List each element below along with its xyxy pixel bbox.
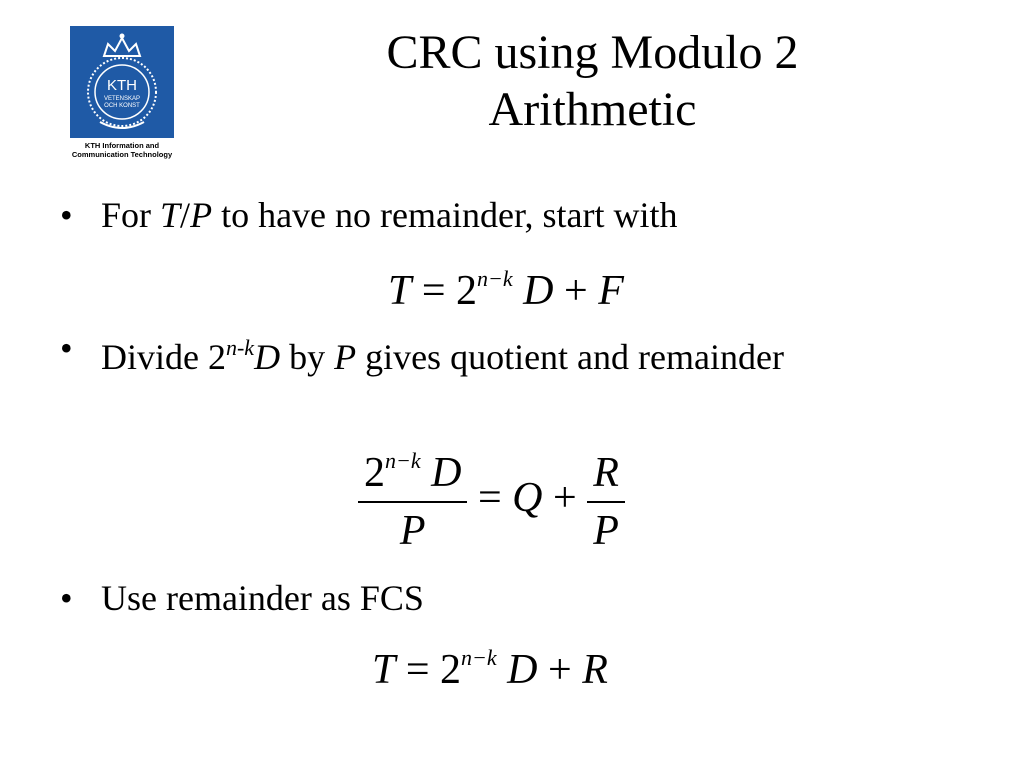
- bullet-1-suffix: to have no remainder, start with: [212, 195, 678, 235]
- eq3-plus: +: [537, 647, 583, 693]
- bullet-2-mid: by: [280, 337, 335, 377]
- bullet-1-slash: /: [180, 195, 191, 235]
- bullet-1-var-t: T: [160, 195, 181, 235]
- logo-caption: [52, 141, 192, 159]
- eq3-lhs: T: [372, 647, 396, 693]
- logo-sub2: OCH KONST: [104, 103, 140, 109]
- bullet-dot: •: [60, 578, 73, 618]
- bullet-2-exponent: n-k: [225, 335, 255, 360]
- eq2-r-fraction-bar: [587, 501, 625, 503]
- eq1-plus: +: [553, 268, 599, 314]
- eq3-d: D: [496, 647, 538, 693]
- bullet-2-text: [101, 326, 821, 379]
- logo-sub1: VETENSKAP: [103, 96, 141, 102]
- eq2-left-fraction: [358, 448, 467, 555]
- eq1-lhs: T: [388, 268, 412, 314]
- eq2-numerator: [358, 448, 467, 497]
- bullet-1-text: [101, 193, 981, 237]
- eq3-rhs: R: [582, 647, 608, 693]
- equation-1: [388, 266, 624, 315]
- eq1-rhs: F: [598, 268, 624, 314]
- title-line1: CRC using Modulo 2: [386, 26, 799, 79]
- eq2-r-numerator: R: [593, 449, 619, 496]
- eq2-equals: =: [467, 475, 513, 522]
- eq2-q: Q: [512, 475, 543, 522]
- logo-text: KTH: [107, 77, 137, 94]
- kth-emblem: [70, 26, 174, 138]
- eq2-num-exponent: n−k: [385, 448, 421, 473]
- eq1-exponent: n−k: [477, 266, 513, 291]
- eq3-equals-two: = 2: [395, 647, 462, 693]
- bullet-1-var-p: P: [190, 195, 213, 235]
- bullet-dot: •: [60, 328, 73, 368]
- eq2-r-denominator: P: [593, 507, 619, 554]
- bullet-dot: •: [60, 195, 73, 235]
- bullet-2-suffix: gives quotient and remainder: [356, 337, 784, 377]
- title-line2: Arithmetic: [488, 83, 697, 136]
- bullet-1-prefix: For: [101, 195, 161, 235]
- eq2-right-fraction: [587, 449, 625, 555]
- logo-caption-line1: KTH Information and: [84, 141, 160, 150]
- bullet-2-prefix: Divide 2: [101, 337, 226, 377]
- crown-seal-icon: [70, 26, 174, 138]
- eq2-denominator: P: [399, 508, 426, 554]
- eq2-fraction-bar: [358, 501, 467, 503]
- eq1-d: D: [512, 268, 554, 314]
- bullet-2-var-p: P: [334, 337, 357, 377]
- kth-logo: [52, 26, 192, 160]
- eq1-equals-two: = 2: [411, 268, 478, 314]
- bullet-2-var-d: D: [254, 337, 281, 377]
- eq2-plus: +: [542, 475, 588, 522]
- equation-3: [372, 645, 608, 694]
- eq2-num-base: 2: [364, 450, 385, 496]
- eq2-num-var: D: [420, 450, 462, 496]
- bullet-3-text: Use remainder as FCS: [101, 578, 424, 618]
- logo-caption-line2: Communication Technology: [71, 150, 173, 159]
- equation-2: [358, 448, 625, 555]
- eq3-exponent: n−k: [461, 645, 497, 670]
- slide-title: [230, 24, 955, 138]
